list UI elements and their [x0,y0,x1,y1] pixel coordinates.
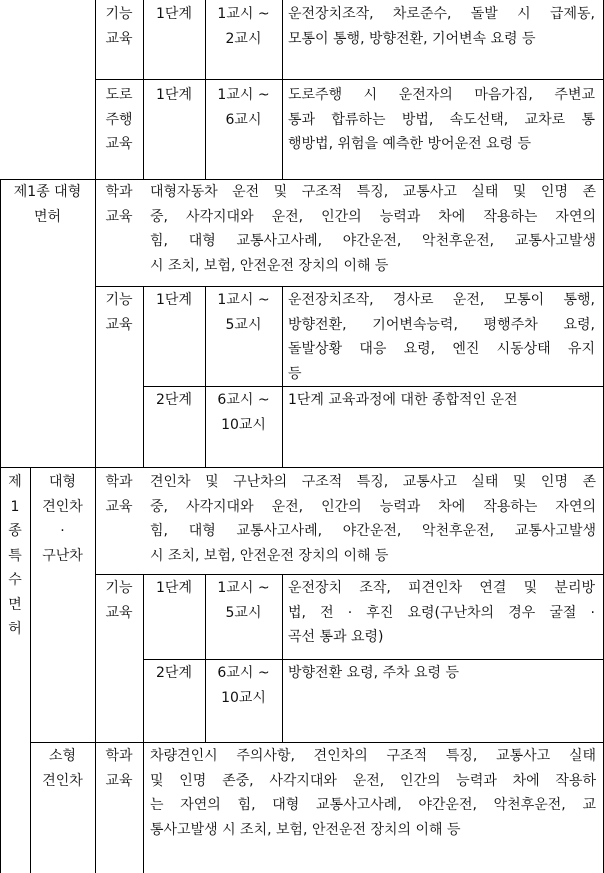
grid-line [30,742,604,743]
skill-education-label: 기능 교육 [105,580,133,621]
hours-range: 1교시 ~ 6교시 [217,87,270,128]
content-text: 대형자동차 운전 및 구조적 특징, 교통사고 실태 및 인명 존 중, 사각지대와 운전, 인간의 능력과 차에 작용하는 자연의 힘, 대형 교통사고사례, 야간운전, 악천후운전, 교통사고발생 시 조치, 보험, 안전운전 장치의 이해 등 [150,184,596,274]
road-driving-label: 도로 주행 교육 [105,87,133,152]
grid-line [282,286,283,467]
grid-line [95,286,604,287]
stage-label: 1단계 [156,87,192,103]
grid-line [143,386,604,387]
content-text: 방향전환 요령, 주차 요령 등 [288,665,460,681]
content-text: 도로주행 시 운전자의 마음가짐, 주변교 통과 합류하는 방법, 속도선택, 교차로 통 행방법, 위험을 예측한 방어운전 요령 등 [288,87,595,152]
vehicle-type-label: 대형 견인차 · 구난차 [42,474,83,564]
content-text: 운전장치조작, 차로준수, 돌발 시 급제동, 모통이 통행, 방향전환, 기어변속 요령 등 [288,6,595,47]
skill-education-label: 기능 교육 [105,6,133,47]
license-type-label: 제1종 대형 면허 [13,184,82,225]
content-text: 운전장치조작, 경사로 운전, 모통이 통행, 방향전환, 기어변속능력, 평행주차 요령, 돌발상황 대응 요령, 엔진 시동상태 유지 등 [288,292,595,382]
license-type-label: 제 1 종 특 수 면 허 [8,474,22,637]
theory-education-label: 학과 교육 [105,184,133,225]
stage-label: 1단계 [156,580,192,596]
vehicle-type-label: 소형 견인차 [42,748,83,789]
grid-line [143,742,144,873]
stage-label: 2단계 [156,665,192,681]
hours-range: 1교시 ~ 2교시 [217,6,270,47]
theory-education-label: 학과 교육 [105,474,133,515]
grid-line [143,286,144,467]
grid-line [282,0,283,179]
grid-line [282,574,283,742]
hours-range: 6교시 ~ 10교시 [217,392,270,433]
stage-label: 2단계 [156,392,192,408]
grid-line [95,574,604,575]
hours-range: 6교시 ~ 10교시 [217,665,270,706]
grid-line [0,467,604,468]
content-text: 견인차 및 구난차의 구조적 특징, 교통사고 실태 및 인명 존 중, 사각지대와 운전, 인간의 능력과 차에 작용하는 자연의 힘, 대형 교통사고사례, 야간운전, 악천후운전, 교통사고발생 시 조치, 보험, 안전운전 장치의 이해 등 [150,474,596,564]
content-text: 차량견인시 주의사항, 견인차의 구조적 특징, 교통사고 실태 및 인명 존중, 사각지대와 운전, 인간의 능력과 차에 작용하 는 자연의 힘, 대형 교통사고사례, 야간운전, 악천후운전, 교 통사고발생 시 조치, 보험, 안전운전 장치의 이해 등 [150,748,596,838]
skill-education-label: 기능 교육 [105,292,133,333]
stage-label: 1단계 [156,292,192,308]
theory-education-label: 학과 교육 [105,748,133,789]
grid-line [143,659,604,660]
hours-range: 1교시 ~ 5교시 [217,292,270,333]
stage-label: 1단계 [156,6,192,22]
grid-line [95,79,604,80]
content-text: 1단계 교육과정에 대한 종합적인 운전 [288,392,518,408]
content-text: 운전장치 조작, 피견인차 연결 및 분리방 법, 전 · 후진 요령(구난차의 경우 굴절 · 곡선 통과 요령) [288,580,595,645]
hours-range: 1교시 ~ 5교시 [217,580,270,621]
